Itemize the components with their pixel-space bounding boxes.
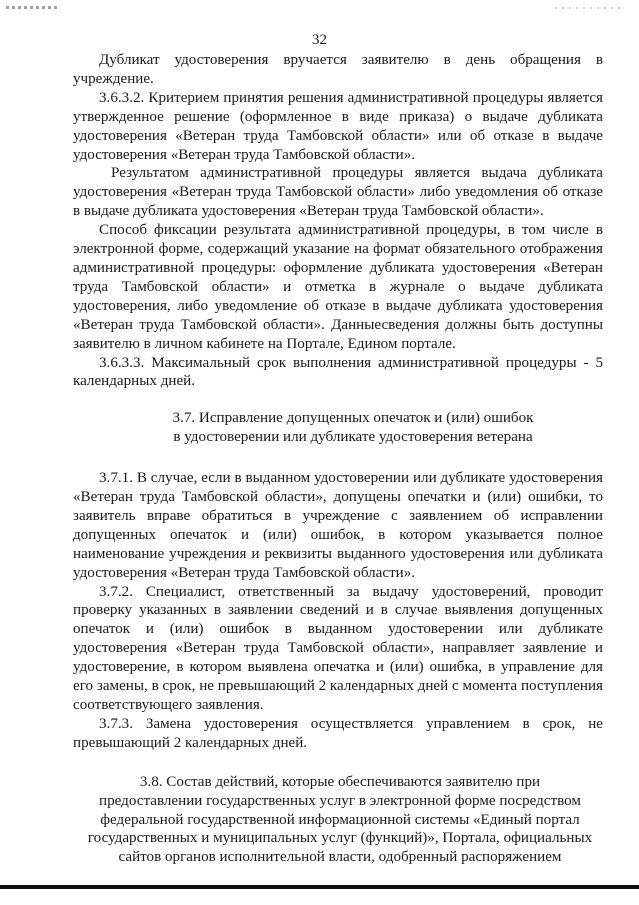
paragraph-3-6-3-3: 3.6.3.3. Максимальный срок выполнения административной процедуры - 5 календарных дней.	[73, 354, 603, 390]
page-number: 32	[312, 32, 327, 48]
document-body	[73, 51, 603, 867]
page-bottom-border	[0, 885, 639, 889]
section-heading-3-8-line-3: федеральной государственной информационной системы «Единый портал	[100, 811, 580, 828]
section-heading-3-8-line-1: 3.8. Состав действий, которые обеспечиваются заявителю при	[139, 773, 541, 790]
section-heading-3-7-line-1: 3.7. Исправление допущенных опечаток и (или) ошибок	[172, 410, 534, 427]
section-heading-3-8-line-4: государственных и муниципальных услуг (функций)», Портала, официальных	[87, 830, 593, 847]
scan-artifact-top-right	[555, 7, 625, 9]
section-heading-3-7-line-2: в удостоверении или дубликате удостоверения ветерана	[173, 429, 533, 446]
paragraph-3-7-2: 3.7.2. Специалист, ответственный за выдачу удостоверений, проводит проверку указанных в заявлении сведений и в случае выявления допущенных опечаток и (или) ошибок в выданном удостоверении или дубликате удостоверения «Ветеран труда Тамбовской области», направляет заявление и удостоверение, в котором выявлена опечатка и (или) ошибка, в управление для его замены, в срок, не превышающий 2 календарных дней с момента поступления соответствующего заявления.	[73, 583, 603, 713]
section-heading-3-7	[73, 409, 603, 447]
section-heading-3-8-line-5: сайтов органов исполнительной власти, одобренный распоряжением	[118, 849, 562, 866]
section-heading-3-8-line-2: предоставлении государственных услуг в электронной форме посредством	[99, 792, 581, 809]
paragraph-3-6-3-2: 3.6.3.2. Критерием принятия решения административной процедуры является утвержденное решение (оформленное в виде приказа) о выдаче дубликата удостоверения «Ветеран труда Тамбовской области» или об отказе в выдаче удостоверения «Ветеран труда Тамбовской области».	[73, 89, 603, 163]
paragraph-duplicate-delivery: Дубликат удостоверения вручается заявителю в день обращения в учреждение.	[73, 52, 603, 87]
paragraph-procedure-result: Результатом административной процедуры является выдача дубликата удостоверения «Ветеран труда Тамбовской области» либо уведомления об отказе в выдаче дубликата удостоверения «Ветеран труда Тамбовской области».	[73, 165, 603, 220]
scan-artifact-top-left	[6, 6, 58, 9]
paragraph-result-fixation: Способ фиксации результата административной процедуры, в том числе в электронной форме, содержащий указание на формат обязательного отображения административной процедуры: оформление дубликата удостоверения «Ветеран труда Тамбовской области» и отметка в журнале о выдаче дубликата удостоверения, либо уведомление об отказе в выдаче дубликата удостоверения «Ветеран труда Тамбовской области». Данныесведения должны быть доступны заявителю в личном кабинете на Портале, Едином портале.	[73, 222, 603, 352]
paragraph-3-7-3: 3.7.3. Замена удостоверения осуществляется управлением в срок, не превышающий 2 календарных дней.	[73, 715, 603, 751]
section-heading-3-8	[73, 773, 603, 868]
paragraph-3-7-1: 3.7.1. В случае, если в выданном удостоверении или дубликате удостоверения «Ветеран труда Тамбовской области», допущены опечатки и (или) ошибки, то заявитель вправе обратиться в учреждение с заявлением об исправлении допущенных опечаток и (или) ошибок, в котором указывается полное наименование учреждения и реквизиты выданного удостоверения или дубликата удостоверения «Ветеран труда Тамбовской области».	[73, 470, 603, 581]
